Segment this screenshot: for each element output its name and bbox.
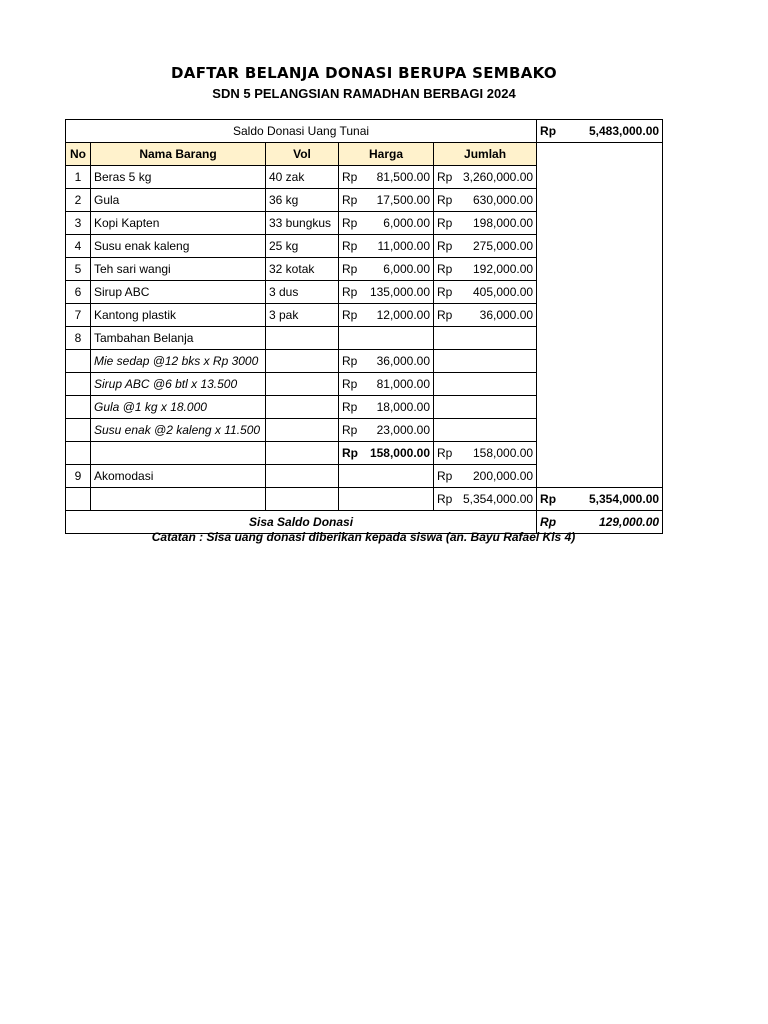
akomodasi-label: Akomodasi [91, 465, 266, 488]
header-row [66, 143, 663, 166]
item-name: Sirup ABC [91, 281, 266, 304]
item-vol: 36 kg [266, 189, 339, 212]
tambahan-subtotal: Rp 158,000.00 [339, 442, 434, 465]
item-name: Kopi Kapten [91, 212, 266, 235]
blank-side-column [537, 143, 663, 488]
sisa-label: Sisa Saldo Donasi [66, 511, 537, 534]
sisa-amount: Rp 129,000.00 [537, 511, 663, 534]
item-no: 4 [66, 235, 91, 258]
item-no: 6 [66, 281, 91, 304]
total-row [66, 488, 663, 511]
item-no: 9 [66, 465, 91, 488]
item-harga: Rp 6,000.00 [339, 258, 434, 281]
item-no: 8 [66, 327, 91, 350]
item-jumlah: Rp 405,000.00 [434, 281, 537, 304]
tambahan-item-name: Mie sedap @12 bks x Rp 3000 [91, 350, 266, 373]
header-no: No [66, 143, 91, 166]
item-harga: Rp 12,000.00 [339, 304, 434, 327]
item-jumlah: Rp 3,260,000.00 [434, 166, 537, 189]
item-name: Susu enak kaleng [91, 235, 266, 258]
tambahan-item-name: Susu enak @2 kaleng x 11.500 [91, 419, 266, 442]
saldo-label: Saldo Donasi Uang Tunai [66, 120, 537, 143]
item-harga: Rp 6,000.00 [339, 212, 434, 235]
item-vol: 3 dus [266, 281, 339, 304]
item-vol: 3 pak [266, 304, 339, 327]
tambahan-jumlah: Rp 158,000.00 [434, 442, 537, 465]
saldo-amount: Rp 5,483,000.00 [537, 120, 663, 143]
document-subtitle: SDN 5 PELANGSIAN RAMADHAN BERBAGI 2024 [212, 86, 516, 101]
item-jumlah: Rp 198,000.00 [434, 212, 537, 235]
item-name: Kantong plastik [91, 304, 266, 327]
item-name: Gula [91, 189, 266, 212]
item-vol: 25 kg [266, 235, 339, 258]
item-no: 2 [66, 189, 91, 212]
item-name: Beras 5 kg [91, 166, 266, 189]
total-summary: Rp 5,354,000.00 [537, 488, 663, 511]
header-jumlah: Jumlah [434, 143, 537, 166]
item-jumlah: Rp 192,000.00 [434, 258, 537, 281]
item-jumlah: Rp 630,000.00 [434, 189, 537, 212]
document-title: DAFTAR BELANJA DONASI BERUPA SEMBAKO [171, 64, 557, 82]
akomodasi-jumlah: Rp 200,000.00 [434, 465, 537, 488]
header-nama-barang: Nama Barang [91, 143, 266, 166]
item-vol: 32 kotak [266, 258, 339, 281]
item-no: 1 [66, 166, 91, 189]
item-vol: 40 zak [266, 166, 339, 189]
item-vol: 33 bungkus [266, 212, 339, 235]
total-jumlah: Rp 5,354,000.00 [434, 488, 537, 511]
footnote: Catatan : Sisa uang donasi diberikan kepada siswa (an. Bayu Rafael Kls 4) [151, 530, 576, 544]
item-harga: Rp 135,000.00 [339, 281, 434, 304]
tambahan-label: Tambahan Belanja [91, 327, 266, 350]
item-no: 7 [66, 304, 91, 327]
item-harga: Rp 11,000.00 [339, 235, 434, 258]
tambahan-item-harga: Rp 36,000.00 [339, 350, 434, 373]
header-vol: Vol [266, 143, 339, 166]
tambahan-item-name: Sirup ABC @6 btl x 13.500 [91, 373, 266, 396]
header-harga: Harga [339, 143, 434, 166]
tambahan-item-name: Gula @1 kg x 18.000 [91, 396, 266, 419]
item-no: 3 [66, 212, 91, 235]
item-jumlah: Rp 36,000.00 [434, 304, 537, 327]
item-harga: Rp 17,500.00 [339, 189, 434, 212]
tambahan-item-harga: Rp 81,000.00 [339, 373, 434, 396]
item-no: 5 [66, 258, 91, 281]
shopping-table [65, 119, 663, 534]
item-jumlah: Rp 275,000.00 [434, 235, 537, 258]
item-harga: Rp 81,500.00 [339, 166, 434, 189]
tambahan-item-harga: Rp 18,000.00 [339, 396, 434, 419]
saldo-row [66, 120, 663, 143]
item-name: Teh sari wangi [91, 258, 266, 281]
tambahan-item-harga: Rp 23,000.00 [339, 419, 434, 442]
